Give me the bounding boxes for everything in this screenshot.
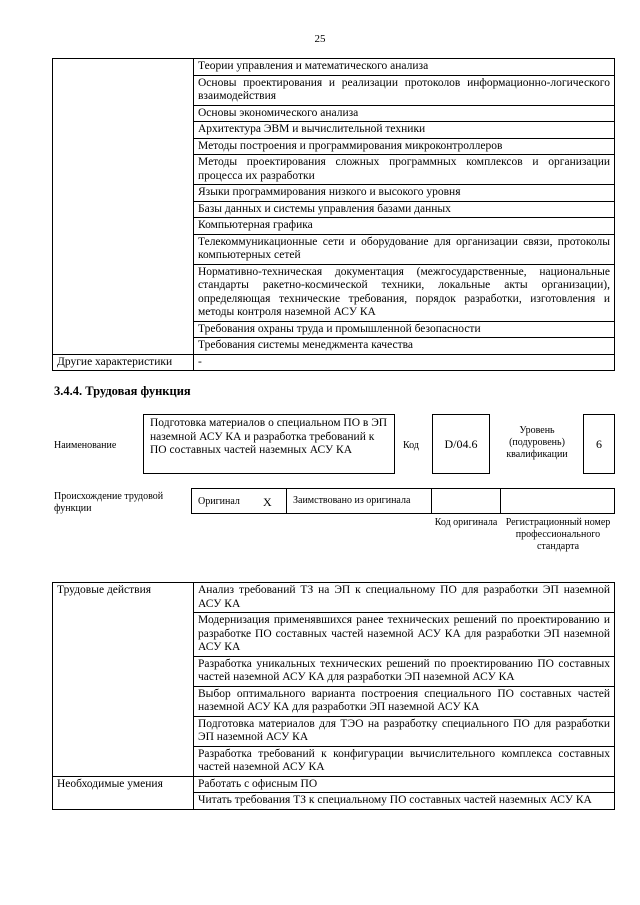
knowledge-label-cell [53,59,194,355]
table-row [53,354,615,371]
page-number: 25 [314,33,326,45]
knowledge-item: Требования системы менеджмента качества [194,338,615,355]
other-characteristics-value: - [194,354,615,371]
skill-item-group-label: Необходимые умения [53,776,194,809]
knowledge-item: Базы данных и системы управления базами данных [194,201,615,218]
section-title: 3.4.4. Трудовая функция [54,384,191,398]
labor-action: Модернизация применявшихся ранее технических решений по проектированию и разработке ПО составных частей наземной АСУ КА для разработки ЭП наземной АСУ КА [194,613,615,657]
labor-action: Подготовка материалов для ТЭО на разработку специального ПО для разработки ЭП наземной АСУ КА [194,716,615,746]
function-name: Подготовка материалов о специальном ПО в ЭП наземной АСУ КА и разработка требований к ПО составных частей наземных АСУ КА [150,417,388,456]
borrowed-label: Заимствовано из оригинала [293,495,411,506]
knowledge-item: Языки программирования низкого и высокого уровня [194,185,615,202]
labor-action-group-label: Трудовые действия [53,583,194,777]
labor-action: Выбор оптимального варианта построения специального ПО составных частей наземной АСУ КА для разработки ЭП наземной АСУ КА [194,686,615,716]
level-box [583,414,615,474]
table-row [53,776,615,793]
original-mark: X [263,495,272,509]
knowledge-item: Методы построения и программирования микроконтроллеров [194,138,615,155]
table-row [53,583,615,613]
level-label: Уровень (подуровень) квалификации [506,425,568,460]
knowledge-item: Нормативно-техническая документация (межгосударственные, национальные стандарты ракетно-космической техники, локальные акты организации), определяющая технические требования, порядок разработки, изготовления и методы контроля наземной АСУ КА [194,264,615,321]
knowledge-item: Архитектура ЭВМ и вычислительной техники [194,122,615,139]
labor-actions-table [52,582,615,810]
knowledge-item: Основы экономического анализа [194,105,615,122]
reg-number-box [500,488,615,514]
code-caption: Код оригинала [434,517,498,528]
borrowed-box [286,488,432,514]
knowledge-item: Основы проектирования и реализации протоколов информационно-логического взаимодействия [194,75,615,105]
level-value: 6 [596,436,602,451]
labor-action: Анализ требований ТЗ на ЭП к специальному ПО для разработки ЭП наземной АСУ КА [194,583,615,613]
knowledge-item: Требования охраны труда и промышленной безопасности [194,321,615,338]
function-name-box [143,414,395,474]
labor-action: Разработка уникальных технических решений по проектированию ПО составных частей наземной АСУ КА для разработки ЭП наземной АСУ КА [194,656,615,686]
name-label: Наименование [54,440,117,451]
code-box [432,414,490,474]
origin-label: Происхождение трудовой функции [54,491,164,514]
code-label: Код [403,440,419,451]
original-code-box [431,488,501,514]
knowledge-item: Методы проектирования сложных программных комплексов и организации процесса их разработки [194,155,615,185]
table-row [53,59,615,76]
reg-caption: Регистрационный номер профессионального стандарта [505,517,611,552]
skill-item: Работать с офисным ПО [194,776,615,793]
knowledge-item: Телекоммуникационные сети и оборудование для организации связи, протоколы компьютерных сетей [194,234,615,264]
skill-item: Читать требования ТЗ к специальному ПО составных частей наземных АСУ КА [194,793,615,810]
knowledge-item: Компьютерная графика [194,218,615,235]
knowledge-table [52,58,615,371]
labor-action: Разработка требований к конфигурации вычислительного комплекса составных частей наземной АСУ КА [194,746,615,776]
original-label: Оригинал [198,496,240,507]
code-value: D/04.6 [444,436,478,451]
knowledge-item: Теории управления и математического анализа [194,59,615,76]
other-characteristics-label: Другие характеристики [53,354,194,371]
